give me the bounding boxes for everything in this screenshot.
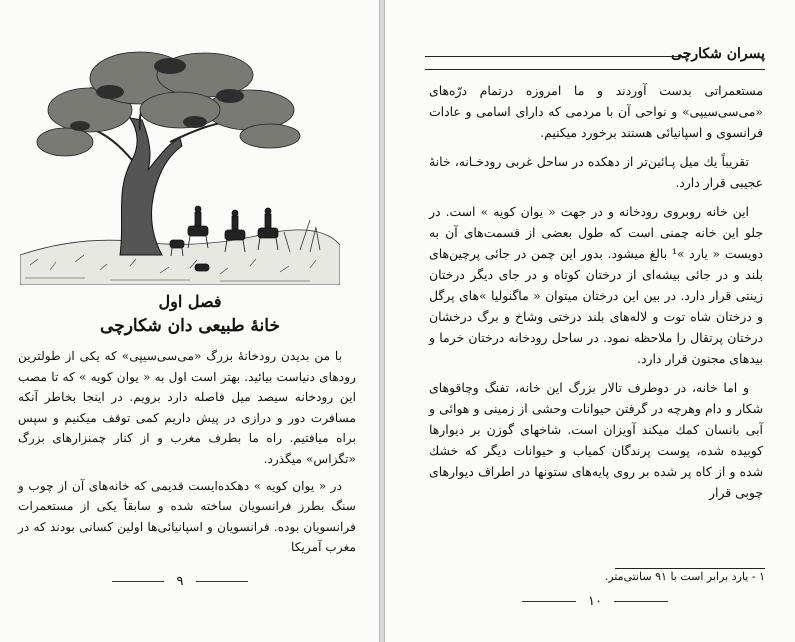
right-page bbox=[384, 0, 795, 642]
right-page-footer bbox=[425, 594, 765, 609]
right-page-number: ۱۰ bbox=[588, 594, 602, 609]
footer-rule bbox=[196, 581, 248, 582]
footnote-rule bbox=[615, 568, 765, 569]
header-underline bbox=[425, 69, 765, 70]
footer-rule bbox=[112, 581, 164, 582]
running-header-title: پسران شکارچی bbox=[671, 46, 765, 62]
right-paragraph-4: و اما خانه، در دوطرف تالار بزرگ این خانه، تفنگ وچاقوهای شکار و دام وهرچه در گرفتن حیوانات وحشی از زمینی و هوائی و آبی بانسان کمك میکند آویزان است. شاخهای گوزن بر دیوارها کوبیده شده، پوست پرندگان کمیاب و حیوانات دیگر که خشك شده و از کاه پر شده بر روی پایه‌های ستونها در اطراف دیوارهای چوبی قرار bbox=[429, 380, 763, 500]
left-body-text bbox=[18, 346, 356, 564]
header-rule bbox=[425, 56, 689, 57]
left-paragraph-1: با من بدیدن رودخانۀ بزرگ «می‌سی‌سیپی» که یکی از طولترین رودهای دنیاست بیائید. بهتر است اول به « یوان کویه » که تا مصب این رودخانه سیصد میل فاصله دارد برویم. در اینجا بخاطر آنکه مسافرت دور و درازی در پیش داریم کمی توقف میکنیم و سپس براه میافتیم. راه ما بطرف مغرب و از کنار چمنزارهای بزرگ «تگزاس» میگذرد. bbox=[18, 349, 356, 466]
right-paragraph-2: تقریباً یك میل پـائین‌تر از دهکده در ساحل غربی رودخـانه، خانۀ عجیبی قرار دارد. bbox=[429, 154, 763, 190]
footnote: ۱ - یارد برابر است با ۹۱ سانتی‌متر. bbox=[604, 570, 765, 583]
left-paragraph-2: در « یوان کویه » دهکده‌ایست قدیمی که خانه‌های آن از چوب و سنگ بطرز فرانسویان ساخته شده و سابقاً یکی از مستعمرات فرانسویان بوده. فرانسویان و اسپانیائی‌ها اولین کسانی بودند که در مغرب آمریکا bbox=[18, 478, 356, 555]
right-paragraph-1: مستعمراتی بدست آوردند و ما امروزه درتمام درّه‌های «می‌سی‌سیپی» و نواحی آن با مردمی که دارای اسامی و عادات فرانسوی و اسپانیائی هستند برخورد میکنیم. bbox=[429, 83, 763, 140]
footer-rule bbox=[522, 601, 576, 602]
footer-rule bbox=[614, 601, 668, 602]
tree-landscape-illustration bbox=[20, 30, 340, 285]
running-header bbox=[425, 46, 765, 70]
left-page-number: ۹ bbox=[176, 574, 184, 589]
right-paragraph-3: این خانه روبروی رودخانه و در جهت « یوان کویه » است. در جلو این خانه چمنی است که طول بعضی از قسمت‌های آن به دویست « یارد »¹ بالغ میشود. بدور این چمن در جائی پرچین‌های بلند و در جائی بیشه‌ای از درختان کوتاه و در جای دیگر درختان زینتی قرار دارد. در بین این درختان میتوان « ماگنولیا »های پرگل و درختان شاه توت و لاله‌های بلند درختی وشاخ و برگ درخشان درختان پرتقال را ملاحظه نمود. در ساحل رودخانه درختان خرما و بیدهای مجنون قرار دارد. bbox=[429, 204, 763, 366]
chapter-number: فصل اول bbox=[158, 292, 222, 311]
left-page bbox=[0, 0, 380, 642]
chapter-title: خانۀ طبیعی دان شکارچی bbox=[100, 316, 280, 336]
right-body-text bbox=[429, 80, 763, 511]
left-page-footer bbox=[0, 574, 360, 589]
